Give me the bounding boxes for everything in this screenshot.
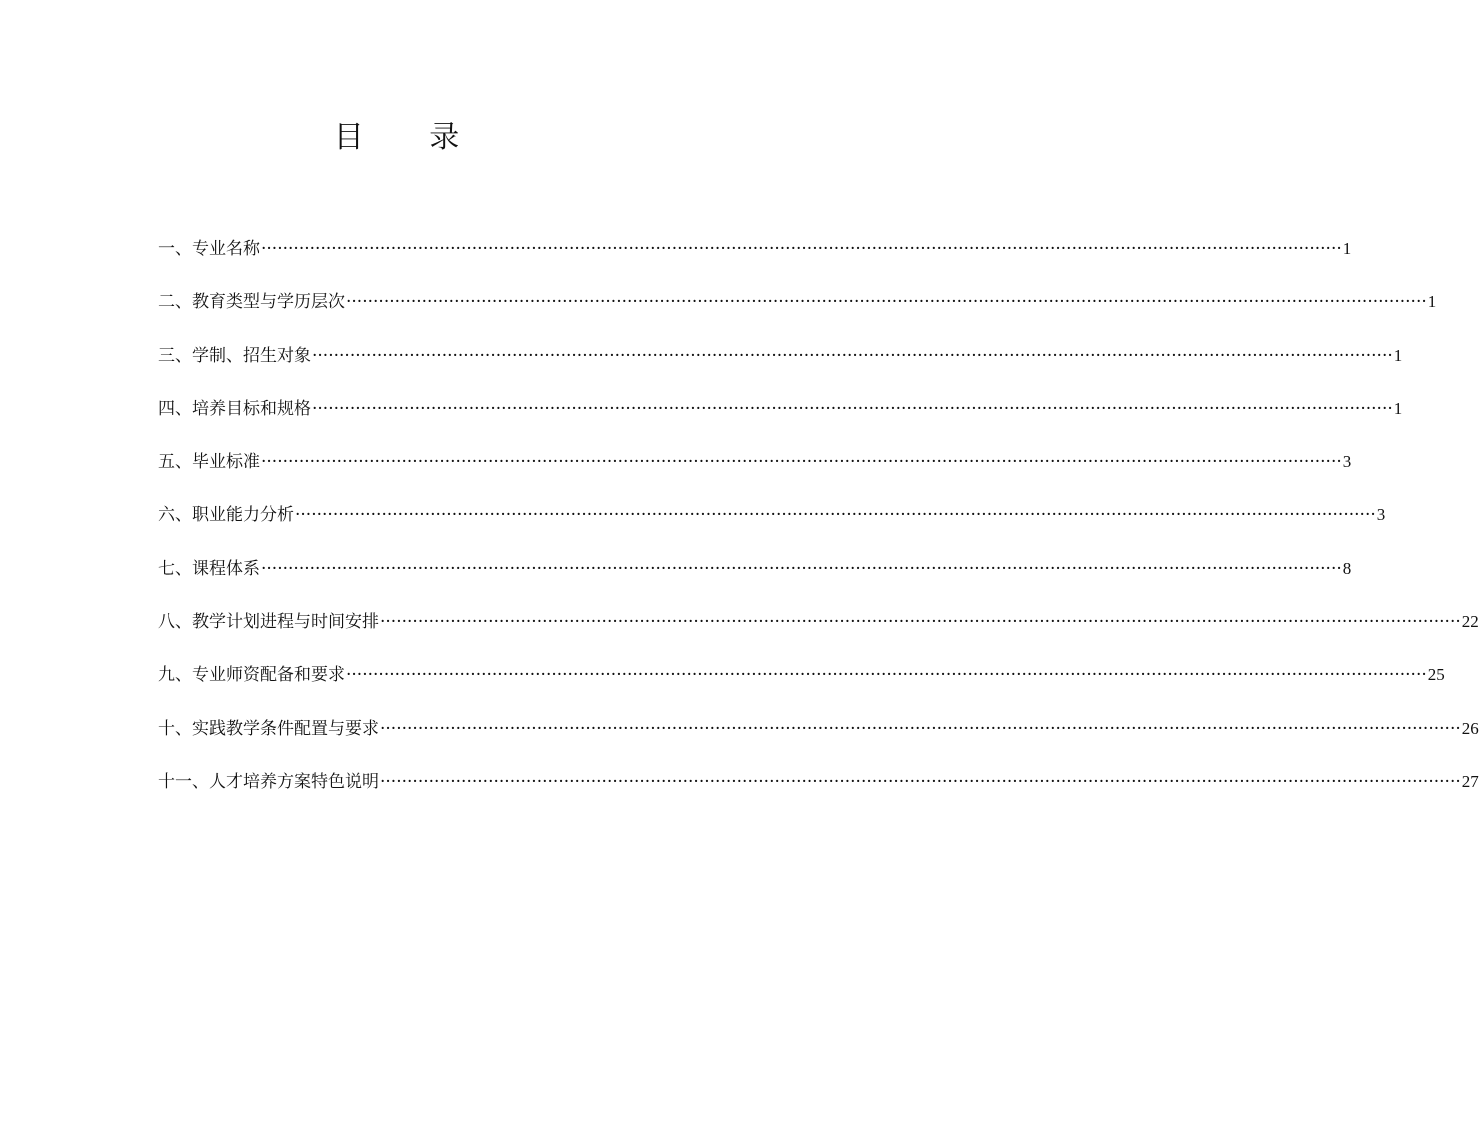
toc-page-number: 1: [1393, 345, 1403, 365]
toc-entry-label: 九、专业师资配备和要求: [158, 665, 345, 686]
toc-dot-leader: ········································································································································································································: [261, 558, 1342, 579]
toc-entry[interactable]: [158, 606, 1479, 659]
toc-entry[interactable]: [158, 393, 1403, 446]
toc-entry[interactable]: [158, 340, 1403, 393]
toc-dot-leader: ········································································································································································································: [346, 665, 1427, 686]
toc-entry[interactable]: [158, 499, 1386, 552]
toc-entry[interactable]: [158, 659, 1445, 712]
toc-entry[interactable]: [158, 766, 1479, 819]
toc-page-number: 25: [1427, 665, 1445, 685]
toc-page-number: 8: [1342, 558, 1352, 578]
toc-page-number: 1: [1427, 292, 1437, 312]
toc-page-number: 22: [1461, 612, 1479, 632]
toc-page-number: 3: [1342, 452, 1352, 472]
toc-entry-label: 六、职业能力分析: [158, 505, 294, 526]
toc-entry-label: 二、教育类型与学历层次: [158, 292, 345, 313]
toc-dot-leader: ········································································································································································································: [295, 505, 1376, 526]
toc-entry[interactable]: [158, 553, 1352, 606]
toc-dot-leader: ········································································································································································································: [312, 398, 1393, 419]
toc-dot-leader: ········································································································································································································: [346, 292, 1427, 313]
toc-dot-leader: ········································································································································································································: [312, 345, 1393, 366]
toc-entry-label: 七、课程体系: [158, 558, 260, 579]
toc-entry-label: 十一、人才培养方案特色说明: [158, 771, 379, 792]
page-title: 目 录: [333, 120, 488, 155]
toc-entry-label: 五、毕业标准: [158, 452, 260, 473]
toc-page-number: 3: [1376, 505, 1386, 525]
toc-dot-leader: ········································································································································································································: [380, 612, 1461, 633]
toc-entry[interactable]: [158, 286, 1437, 339]
toc-entry[interactable]: [158, 446, 1352, 499]
toc-entry-label: 一、专业名称: [158, 239, 260, 259]
toc-page-number: 26: [1461, 718, 1479, 738]
toc-entry-label: 八、教学计划进程与时间安排: [158, 612, 379, 633]
toc-entry-label: 四、培养目标和规格: [158, 398, 311, 419]
toc-entry[interactable]: [158, 233, 1352, 286]
toc-page-number: 1: [1393, 398, 1403, 418]
toc-entry[interactable]: [158, 713, 1479, 766]
toc-dot-leader: ········································································································································································································: [261, 239, 1342, 259]
toc-dot-leader: ········································································································································································································: [380, 718, 1461, 739]
table-of-contents: [158, 233, 1479, 819]
toc-entry-label: 十、实践教学条件配置与要求: [158, 718, 379, 739]
toc-page-number: 27: [1461, 771, 1479, 791]
toc-dot-leader: ········································································································································································································: [380, 771, 1461, 792]
toc-page-number: 1: [1342, 239, 1352, 258]
toc-entry-label: 三、学制、招生对象: [158, 345, 311, 366]
toc-dot-leader: ········································································································································································································: [261, 452, 1342, 473]
